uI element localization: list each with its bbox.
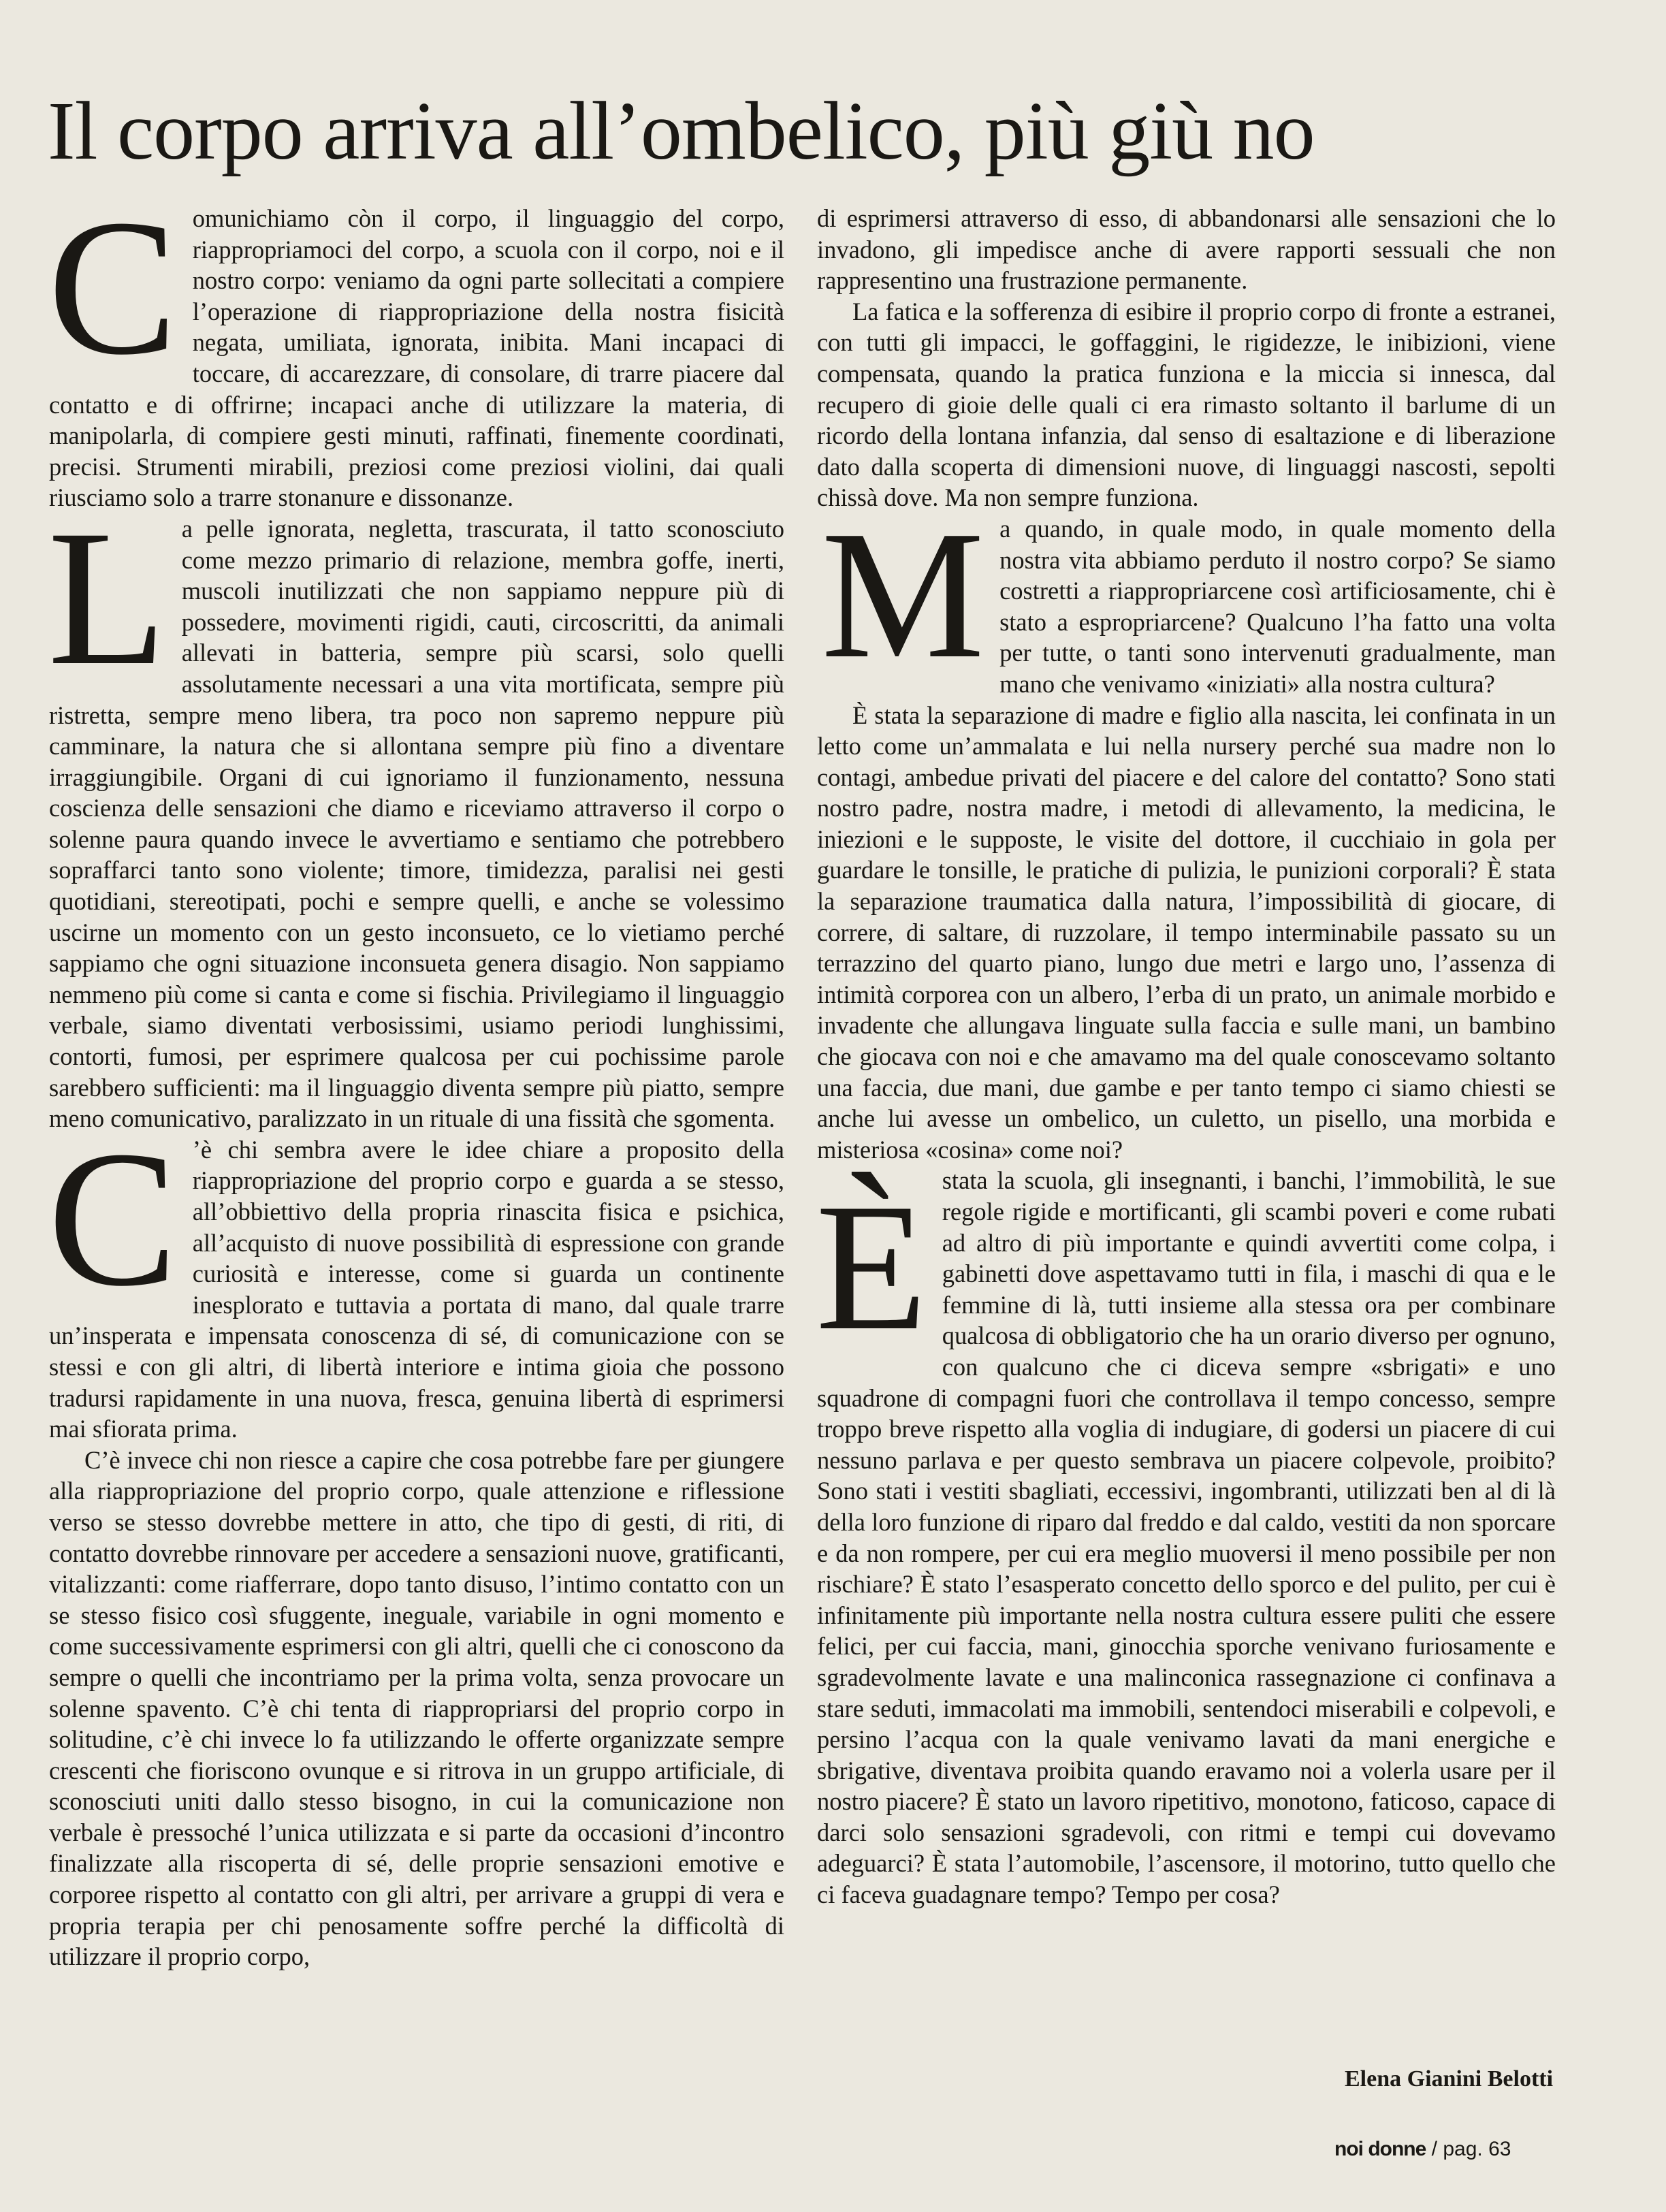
paragraph-text: omunichiamo còn il corpo, il linguaggio del corpo, riappropriamoci del corpo, a scuola con il corpo, noi e il nostro corpo: veniamo da ogni parte sollecitati a compiere l’operazione di riappropriazione della nostra fisicità negata, umiliata, ignorata, inibita. Mani incapaci di toccare, di accarezzare, di consolare, di trarre piacere dal contatto e di offrirne; incapaci anche di utilizzare la materia, di manipolarla, di compiere gesti minuti, raffinati, finemente coordinati, precisi. Strumenti mirabili, preziosi come preziosi violini, dai quali riusciamo solo a trarre stonanure e dissonanze. xyxy=(49,204,784,512)
drop-cap: C xyxy=(48,1110,178,1326)
page-number: pag. 63 xyxy=(1443,2138,1511,2160)
drop-cap: È xyxy=(816,1166,927,1368)
paragraph-text: stata la scuola, gli insegnanti, i banchi, l’immobilità, le sue regole rigide e mortificanti, gli scambi poveri e come rubati ad altro di più importante e quindi avvertiti come colpa, i gabinetti dove aspettavamo tutti in fila, i maschi di qua e le femmine di là, tutti insieme alla stessa ora per combinare qualcosa di obbligatorio che ha un orario diverso per ognuno, con qualcuno che ci diceva sempre «sbrigati» e uno squadrone di compagni fuori che controllava il tempo concesso, sempre troppo breve rispetto alla voglia di indugiare, di godersi un piacere di cui nessuno parlava e per questo sembrava un piacere colpevole, proibito? Sono stati i vestiti sbagliati, eccessivi, ingombranti, utilizzati ben al di là della loro funzione di riparo dal freddo e dal caldo, vestiti da non sporcare e da non rompere, per cui era meglio muoversi il meno possibile per non rischiare? È stato l’esasperato concetto dello sporco e del pulito, per cui è infinitamente più importante nella nostra cultura essere puliti che essere felici, per cui faccia, mani, ginocchia sporche venivano furiosamente e sgradevolmente lavate e una malinconica rassegnazione ci confinava a stare seduti, immacolati ma immobili, sentendoci miserabili e colpevoli, e persino l’acqua con la quale venivamo lavati da mani energiche e sbrigative, diventava proibita quando eravamo noi a volerla usare per il nostro piacere? È stato un lavoro ripetitivo, monotono, faticoso, capace di darci solo sensazioni sgradevoli, con ritmi e tempi cui dovevamo adeguarci? È stata l’automobile, l’ascensore, il motorino, tutto quello che ci faceva guadagnare tempo? Tempo per cosa? xyxy=(817,1166,1556,1909)
left-column xyxy=(48,179,784,1972)
drop-cap: C xyxy=(48,179,178,395)
paragraph-text: a quando, in quale modo, in quale momento della nostra vita abbiamo perduto il nostro corpo? Se siamo costretti a riappropriarcene così artificiosamente, chi è stato a espropriarcene? Qualcuno l’ha fatto una volta per tutte, o tanti sono intervenuti gradualmente, man mano che venivamo «iniziati» alla nostra cultura? xyxy=(999,514,1556,698)
paragraph: È stata la separazione di madre e figlio alla nascita, lei confinata in un letto come un’ammalata e lui nella nursery perché sua madre non lo contagi, ambedue privati del piacere e del calore del contatto? Sono stati nostro padre, nostra madre, i metodi di allevamento, la medicina, le iniezioni e le supposte, le visite del dottore, il cucchiaio in gola per guardare le tonsille, le pratiche di pulizia, le punizioni corporali? È stata la separazione traumatica dalla natura, l’impossibilità di giocare, di correre, di saltare, di ruzzolare, il tempo interminabile passato su un terrazzino del quarto piano, lungo due metri e largo uno, l’assenza di intimità corporea con un albero, l’erba di un prato, un animale morbido e invadente che allungava linguate sulla faccia e sulle mani, un bambino che giocava con noi e che amavamo ma del quale conoscevamo soltanto una faccia, due mani, due gambe e per tanto tempo ci siamo chiesti se anche lui avesse un ombelico, un culetto, un pisello, una morbida e misteriosa «cosina» come noi? xyxy=(817,701,1556,1164)
page-footer xyxy=(1334,2138,1511,2161)
footer-separator: / xyxy=(1431,2138,1437,2160)
paragraph xyxy=(817,1165,1556,1910)
paragraph-text: a pelle ignorata, negletta, trascurata, il tatto sconosciuto come mezzo primario di relazione, membra goffe, inerti, muscoli inutilizzati che non sappiamo neppure più di possedere, movimenti rigidi, cauti, circoscritti, da animali allevati in batteria, sempre più scarsi, solo quelli assolutamente necessari a una vita mortificata, sempre più ristretta, sempre meno libera, tra poco non sapremo neppure più camminare, la natura che si allontana sempre più fino a diventare irraggiungibile. Organi di cui ignoriamo il funzionamento, nessuna coscienza delle sensazioni che diamo e riceviamo attraverso il corpo o solenne paura quando invece le avvertiamo e sentiamo che potrebbero sopraffarci tanto sono violente; timore, timidezza, paralisi nei gesti quotidiani, stereotipati, pochi e sempre quelli, e anche se volessimo uscirne un momento con un gesto inconsueto, ce lo vietiamo perché sappiamo che ogni situazione inconsueta genera disagio. Non sappiamo nemmeno più come si canta e come si fischia. Privilegiamo il linguaggio verbale, siamo diventati verbosissimi, usiamo periodi lunghissimi, contorti, fumosi, per esprimere qualcosa per cui pochissime parole sarebbero sufficienti: ma il linguaggio diventa sempre più piatto, sempre meno comunicativo, paralizzato in un rituale di una fissità che sgomenta. xyxy=(49,514,784,1133)
article-title: Il corpo arriva all’ombelico, più giù no xyxy=(48,85,1315,177)
paragraph: di esprimersi attraverso di esso, di abbandonarsi alle sensazioni che lo invadono, gli impedisce anche di avere rapporti sessuali che non rappresentino una frustrazione permanente. xyxy=(817,204,1556,295)
magazine-name: noi donne xyxy=(1334,2138,1426,2160)
paragraph xyxy=(817,492,1556,700)
paragraph xyxy=(48,489,784,1134)
author-byline: Elena Gianini Belotti xyxy=(1345,2066,1554,2091)
right-column xyxy=(817,203,1556,1910)
paragraph: La fatica e la sofferenza di esibire il proprio corpo di fronte a estranei, con tutti gli impacci, le goffaggini, le rigidezze, le inibizioni, viene compensata, quando la pratica funziona e la miccia si innesca, dal recupero di gioie delle quali ci era rimasto soltanto il barlume di un ricordo della lontana infanzia, dal senso di esaltazione e di liberazione dato dalla scoperta di dimensioni nuove, di linguaggi nascosti, sepolti chissà dove. Ma non sempre funziona. xyxy=(817,297,1556,512)
paragraph-text: ’è chi sembra avere le idee chiare a proposito della riappropriazione del proprio corpo e guarda a se stesso, all’obbiettivo della propria rinascita fisica e psichica, all’acquisto di nuove possibilità di espressione con grande curiosità e interesse, come si guarda un continente inesplorato e tuttavia a portata di mano, dal quale trarre un’insperata e impensata conoscenza di sé, di comunicazione con se stessi e con gli altri, di libertà interiore e intima gioia che possono tradursi rapidamente in una nuova, fresca, genuina libertà di esprimersi mai sfiorata prima. xyxy=(49,1135,784,1443)
drop-cap: L xyxy=(48,489,167,705)
paragraph: C’è invece chi non riesce a capire che cosa potrebbe fare per giungere alla riappropriazione del proprio corpo, quale attenzione e riflessione verso se stesso dovrebbe mettere in atto, che tipo di gesti, di riti, di contatto dovrebbe rinnovare per accedere a sensazioni nuove, gratificanti, vitalizzanti: come riafferrare, dopo tanto disuso, l’intimo contatto con un se stesso fisico così sfuggente, ineguale, variabile in ogni momento e come successivamente esprimersi con gli altri, quelli che ci conoscono da sempre o quelli che incontriamo per la prima volta, senza provocare un solenne spavento. C’è chi tenta di riappropriarsi del proprio corpo in solitudine, c’è chi invece lo fa utilizzando le offerte organizzate sempre crescenti che fioriscono ovunque e si ritrova in un gruppo artificiale, di sconosciuti uniti dallo stesso bisogno, in cui la comunicazione non verbale è pressoché l’unica utilizzata e si parte da occasioni d’incontro finalizzate alla riscoperta di sé, delle proprie sensazioni emotive e corporee rispetto al contatto con gli altri, per arrivare a gruppi di vera e propria terapia per chi penosamente soffre perché la difficoltà di utilizzare il proprio corpo, xyxy=(49,1445,784,1971)
drop-cap: M xyxy=(821,492,985,696)
paragraph xyxy=(48,1110,784,1445)
paragraph xyxy=(48,179,784,513)
